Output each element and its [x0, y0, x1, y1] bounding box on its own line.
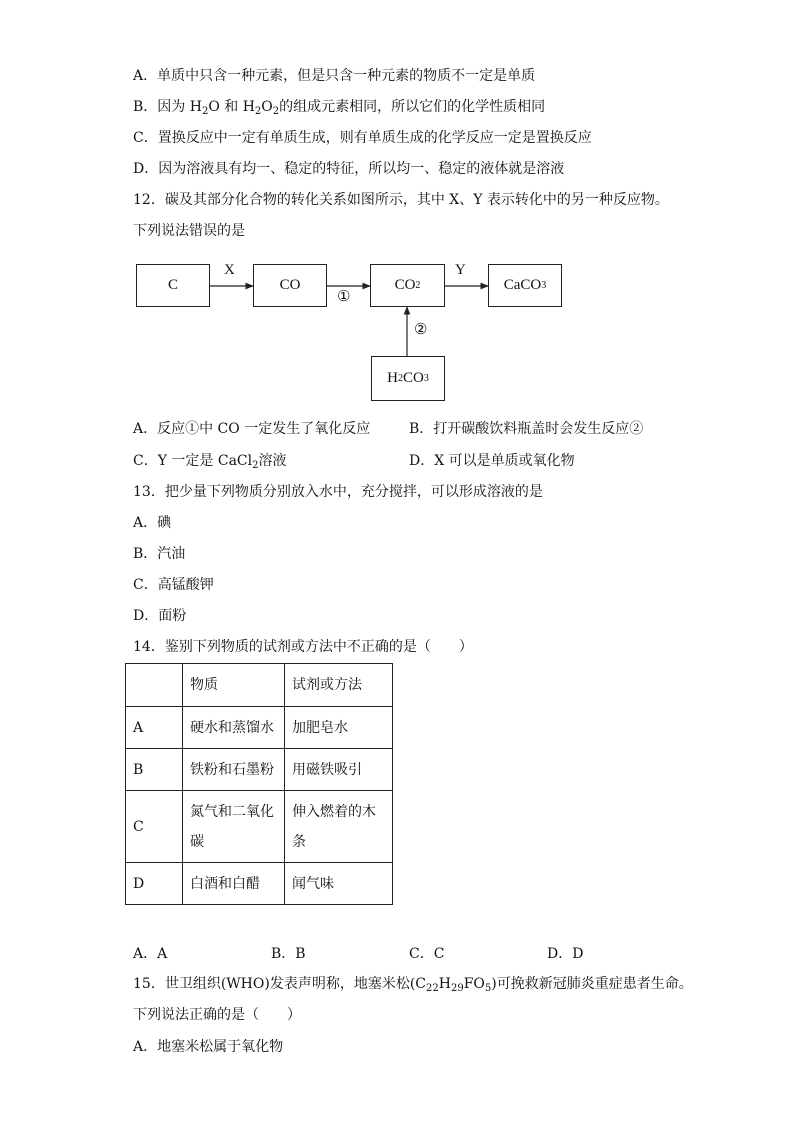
- q14-option-c: C．C: [409, 946, 445, 962]
- q14-stem: 14．鉴别下列物质的试剂或方法中不正确的是（ ）: [133, 639, 473, 655]
- table-cell-substance: [183, 791, 285, 863]
- label-reaction-2: ②: [414, 322, 428, 338]
- table-cell-method: 闻气味: [285, 863, 393, 905]
- table-header-cell: 试剂或方法: [285, 664, 393, 707]
- q15-option-a: A．地塞米松属于氧化物: [133, 1039, 284, 1055]
- substance-line: 碳: [190, 833, 204, 850]
- box-caco3: CaCO 3: [488, 264, 562, 307]
- table-cell-method: 加肥皂水: [285, 707, 393, 749]
- q13-option-d: D．面粉: [133, 608, 187, 624]
- table-row: [126, 791, 393, 863]
- q15-stem-line1: 15．世卫组织(WHO)发表声明称，地塞米松$(C_{22}H_{29}FO_5)$可挽救新冠肺炎重症患者生命。: [133, 976, 693, 994]
- q14-table: [125, 663, 393, 905]
- table-header-cell: 物质: [183, 664, 285, 707]
- box-co2: CO 2: [370, 264, 445, 307]
- box-c: C: [136, 264, 210, 307]
- q15-stem-line2: 下列说法正确的是（ ）: [133, 1007, 301, 1023]
- table-cell-label: B: [126, 749, 183, 791]
- q12-stem-line2: 下列说法错误的是: [133, 223, 245, 239]
- q12-option-b: B．打开碳酸饮料瓶盖时会发生反应②: [409, 421, 644, 437]
- q12-option-a: A．反应①中 CO 一定发生了氧化反应: [133, 421, 371, 437]
- table-cell-substance: 硬水和蒸馏水: [183, 707, 285, 749]
- table-cell-label: C: [126, 791, 183, 863]
- table-cell-substance: 白酒和白醋: [183, 863, 285, 905]
- table-cell-method: 用磁铁吸引: [285, 749, 393, 791]
- table-cell-label: A: [126, 707, 183, 749]
- method-line: 条: [292, 833, 306, 850]
- box-h2co3: H 2 CO 3: [371, 356, 445, 401]
- q12-option-c: C．Y 一定是 CaCl$_2$溶液: [133, 453, 287, 471]
- method-line: 伸入燃着的木: [292, 803, 376, 820]
- table-row: [126, 863, 393, 905]
- table-header-row: [126, 664, 393, 707]
- q13-option-b: B．汽油: [133, 546, 186, 562]
- q13-option-a: A．碘: [133, 515, 172, 531]
- table-header-cell: [126, 664, 183, 707]
- q13-option-c: C．高锰酸钾: [133, 577, 214, 593]
- substance-line: 氮气和二氧化: [190, 803, 274, 820]
- q12-stem-line1: 12．碳及其部分化合物的转化关系如图所示，其中 X、Y 表示转化中的另一种反应物。: [133, 192, 669, 208]
- table-cell-method: [285, 791, 393, 863]
- label-y: Y: [455, 262, 466, 278]
- q11-option-b: B．因为 $H_2O$ 和 $H_2O_2$的组成元素相同，所以它们的化学性质相同: [133, 99, 546, 117]
- q12-option-d: D．X 可以是单质或氧化物: [409, 453, 575, 469]
- q13-stem: 13．把少量下列物质分别放入水中，充分搅拌，可以形成溶液的是: [133, 484, 543, 500]
- q14-option-d: D．D: [547, 946, 584, 962]
- q11-option-d: D．因为溶液具有均一、稳定的特征，所以均一、稳定的液体就是溶液: [133, 161, 565, 177]
- label-reaction-1: ①: [337, 289, 351, 305]
- table-cell-substance: 铁粉和石墨粉: [183, 749, 285, 791]
- label-x: X: [224, 262, 235, 278]
- q14-option-b: B．B: [271, 946, 306, 962]
- q11-option-c: C．置换反应中一定有单质生成，则有单质生成的化学反应一定是置换反应: [133, 130, 592, 146]
- q11-option-a: A．单质中只含一种元素，但是只含一种元素的物质不一定是单质: [133, 68, 536, 84]
- table-cell-label: D: [126, 863, 183, 905]
- q14-option-a: A．A: [133, 946, 168, 962]
- table-row: [126, 707, 393, 749]
- box-co: CO: [253, 264, 327, 307]
- table-row: [126, 749, 393, 791]
